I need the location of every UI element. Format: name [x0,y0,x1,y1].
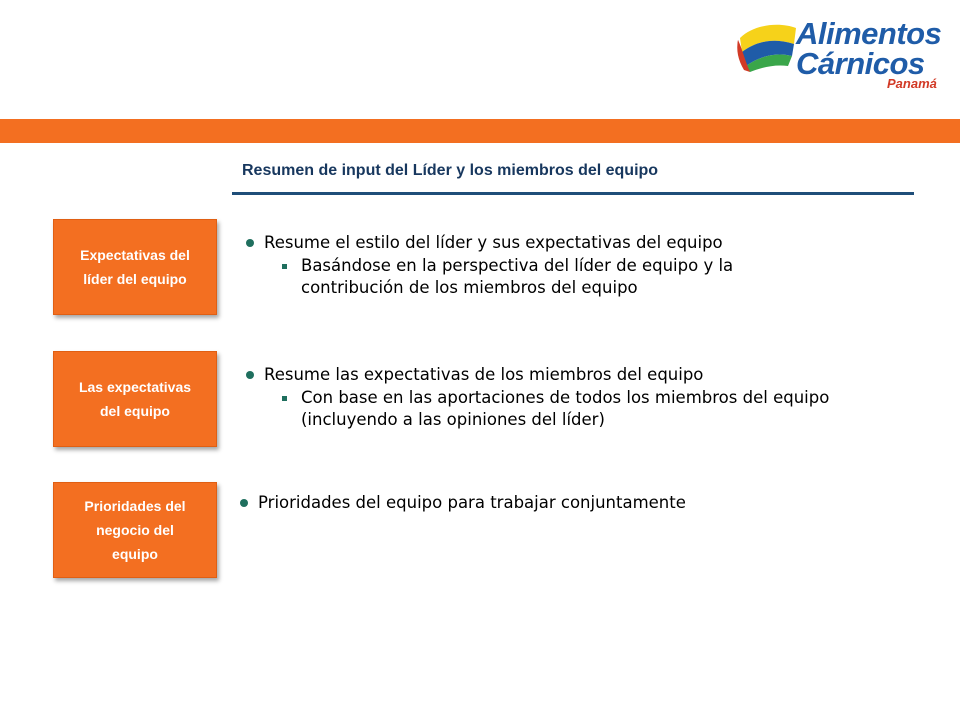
header-band [0,119,960,143]
bullet-text: Resume las expectativas de los miembros del equipo [264,365,704,384]
bullet-dot-icon [246,239,254,247]
bullet-text: Resume el estilo del líder y sus expectativas del equipo [264,233,723,252]
box-label-line: del equipo [99,403,170,419]
title-divider [232,192,914,195]
company-logo [736,8,942,91]
section-title: Resumen de input del Líder y los miembros del equipo [242,162,659,179]
logo-text-alimentos: Alimentos [796,16,942,51]
box-label-line: líder del equipo [83,271,187,287]
sub-bullet-text: contribución de los miembros del equipo [301,278,638,297]
box-label-line: Las expectativas [78,379,192,395]
box-label-line: Prioridades del [84,498,186,514]
box-label-line: equipo [112,546,158,562]
bullet-text: Prioridades del equipo para trabajar conjuntamente [258,493,686,512]
bullet-dot-icon [246,371,254,379]
sub-bullet-text: Basándose en la perspectiva del líder de equipo y la [301,256,734,275]
logo-text-carnicos: Cárnicos [796,46,925,81]
sub-bullet-square-icon [282,264,287,269]
logo-emblem-icon [736,22,798,74]
box-label-line: negocio del [96,522,174,538]
business-priorities-box [53,482,217,578]
team-expectations-box [53,351,217,447]
logo-text-panama: Panamá [887,76,937,91]
sub-bullet-square-icon [282,396,287,401]
bullet-dot-icon [240,499,248,507]
leader-expectations-box [53,219,217,315]
sub-bullet-text: (incluyendo a las opiniones del líder) [301,410,605,429]
box-label-line: Expectativas del [80,247,190,263]
sub-bullet-text: Con base en las aportaciones de todos los miembros del equipo [301,388,830,407]
